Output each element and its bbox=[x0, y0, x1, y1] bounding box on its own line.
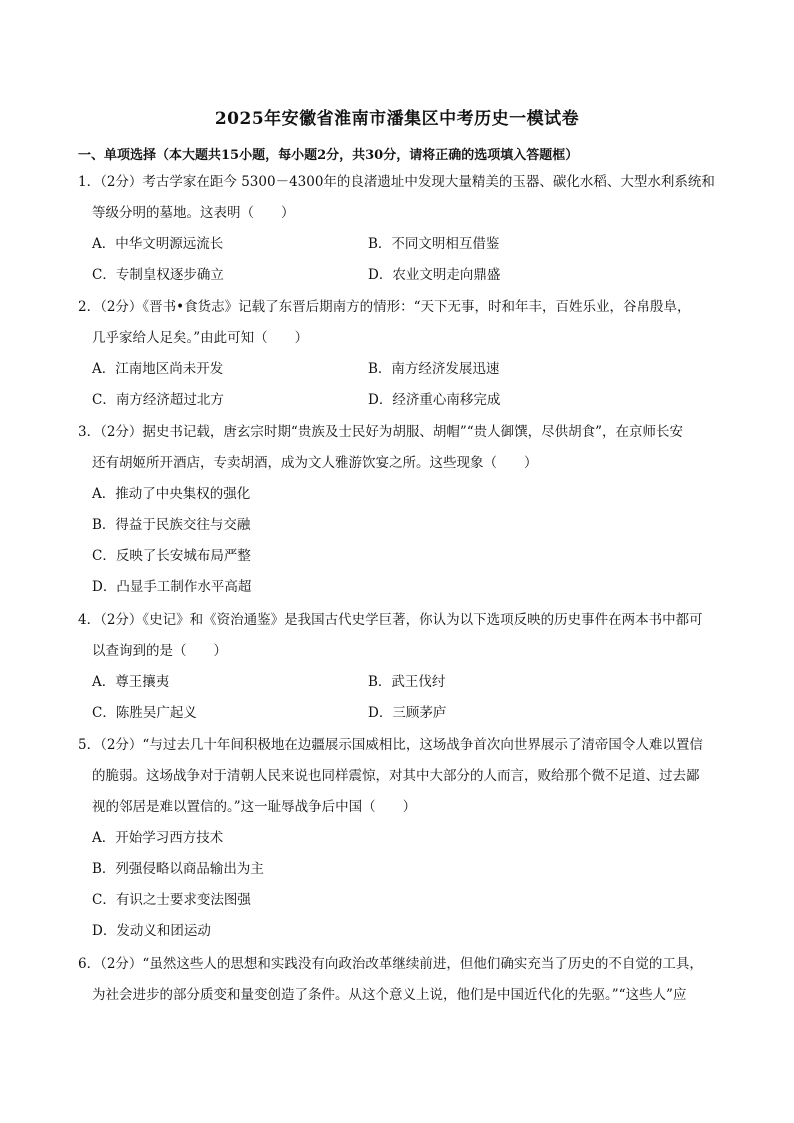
question-stem-line: 还有胡姬所开酒店，专卖胡酒，成为文人雅游饮宴之所。这些现象（ ） bbox=[92, 455, 538, 471]
option-b[interactable]: B．得益于民族交往与交融 bbox=[92, 517, 251, 533]
question-stem-line: 2．（2分）《晋书•食货志》记载了东晋后期南方的情形：“天下无事，时和年丰，百姓乐业，谷帛殷阜， bbox=[78, 299, 691, 315]
question-stem-line: 4．（2分）《史记》和《资治通鉴》是我国古代史学巨著，你认为以下选项反映的历史事件在两本书中都可 bbox=[78, 612, 703, 628]
question-stem-line: 3．（2分）据史书记载，唐玄宗时期“贵族及士民好为胡服、胡帽”“贵人御馔，尽供胡食”，在京师长安 bbox=[78, 424, 684, 440]
option-d[interactable]: D．三顾茅庐 bbox=[368, 705, 447, 721]
option-b[interactable]: B．南方经济发展迅速 bbox=[368, 361, 500, 377]
option-a[interactable]: A．尊王攘夷 bbox=[92, 674, 170, 690]
option-b[interactable]: B．列强侵略以商品输出为主 bbox=[92, 861, 264, 877]
question-stem-line: 为社会进步的部分质变和量变创造了条件。从这个意义上说，他们是中国近代化的先驱。”“这些人”应 bbox=[92, 987, 687, 1003]
option-d[interactable]: D．发动义和团运动 bbox=[92, 923, 211, 939]
question-5 bbox=[78, 730, 728, 947]
option-c[interactable]: C．有识之士要求变法图强 bbox=[92, 892, 251, 908]
question-stem-line: 等级分明的墓地。这表明（ ） bbox=[92, 205, 295, 221]
question-6 bbox=[78, 949, 728, 1011]
option-c[interactable]: C．陈胜吴广起义 bbox=[92, 705, 197, 721]
question-1 bbox=[78, 167, 728, 291]
question-stem-line: 1．（2分）考古学家在距今 5300－4300年的良渚遗址中发现大量精美的玉器、碳化水稻、大型水利系统和 bbox=[78, 174, 715, 190]
option-c[interactable]: C．专制皇权逐步确立 bbox=[92, 267, 224, 283]
option-a[interactable]: A．开始学习西方技术 bbox=[92, 830, 224, 846]
question-stem-line: 5．（2分）“与过去几十年间积极地在边疆展示国威相比，这场战争首次向世界展示了清帝国令人难以置信 bbox=[78, 737, 703, 753]
exam-title: 2025年安徽省淮南市潘集区中考历史一模试卷 bbox=[214, 109, 580, 129]
option-d[interactable]: D．凸显手工制作水平高超 bbox=[92, 579, 252, 595]
option-a[interactable]: A．江南地区尚未开发 bbox=[92, 361, 224, 377]
options-group bbox=[78, 229, 728, 291]
question-stem-line: 几乎家给人足矣。”由此可知（ ） bbox=[92, 330, 309, 346]
question-stem-line: 以查询到的是（ ） bbox=[92, 643, 227, 659]
section-heading: 一、单项选择（本大题共15小题，每小题2分，共30分，请将正确的选项填入答题框） bbox=[78, 148, 579, 163]
option-c[interactable]: C．反映了长安城布局严整 bbox=[92, 548, 251, 564]
question-stem-line: 视的邻居是难以置信的。”这一耻辱战争后中国（ ） bbox=[92, 799, 417, 815]
option-b[interactable]: B．不同文明相互借鉴 bbox=[368, 236, 500, 252]
question-2 bbox=[78, 292, 728, 416]
option-a[interactable]: A．中华文明源远流长 bbox=[92, 236, 224, 252]
question-3 bbox=[78, 417, 728, 603]
option-c[interactable]: C．南方经济超过北方 bbox=[92, 392, 224, 408]
option-a[interactable]: A．推动了中央集权的强化 bbox=[92, 486, 251, 502]
question-4 bbox=[78, 605, 728, 729]
option-b[interactable]: B．武王伐纣 bbox=[368, 674, 446, 690]
question-stem-line: 6．（2分）“虽然这些人的思想和实践没有向政治改革继续前进，但他们确实充当了历史的不自觉的工具， bbox=[78, 956, 703, 972]
option-d[interactable]: D．经济重心南移完成 bbox=[368, 392, 501, 408]
options-group bbox=[78, 667, 728, 729]
option-d[interactable]: D．农业文明走向鼎盛 bbox=[368, 267, 501, 283]
question-stem-line: 的脆弱。这场战争对于清朝人民来说也同样震惊，对其中大部分的人而言，败给那个微不足道、过去鄙 bbox=[92, 768, 700, 784]
options-group bbox=[78, 354, 728, 416]
